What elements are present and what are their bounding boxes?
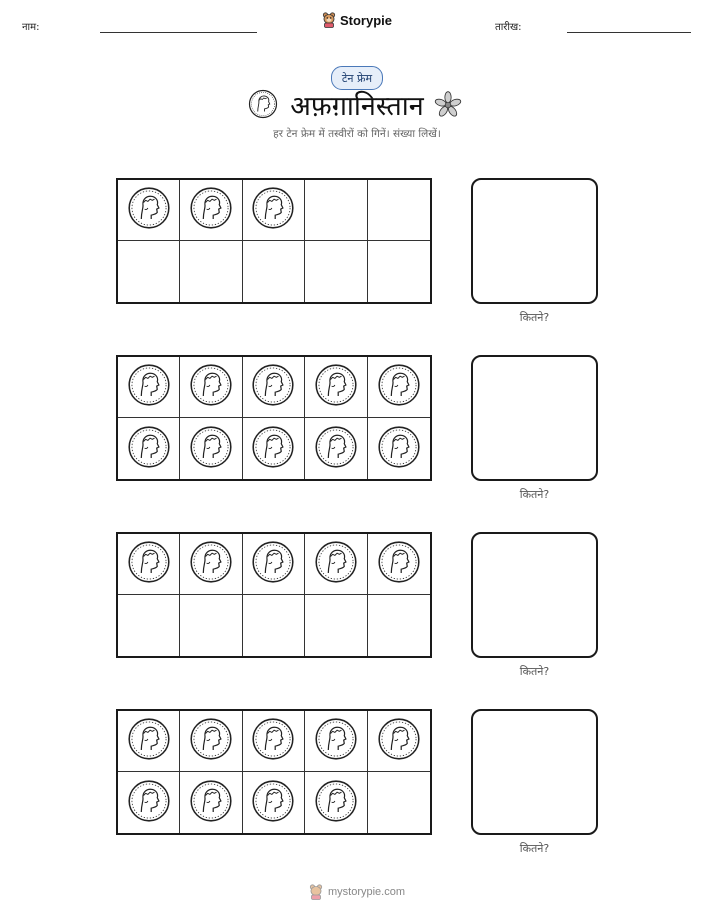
coin-icon [127, 186, 171, 234]
frame-cell [243, 418, 305, 479]
mascot-icon [322, 12, 336, 28]
frame-cell [305, 418, 367, 479]
coin-icon [127, 717, 171, 765]
coin-icon [314, 425, 358, 473]
coin-icon [189, 363, 233, 411]
frame-cell [118, 418, 180, 479]
frame-cell [243, 772, 305, 833]
frame-cell [305, 534, 367, 595]
instructions: हर टेन फ्रेम में तस्वीरों को गिनें। संख्या लिखें। [273, 128, 441, 140]
frame-cell [180, 772, 242, 833]
answer-label-4: कितने? [519, 842, 550, 855]
ten-frame-3 [116, 532, 432, 658]
coin-icon [251, 717, 295, 765]
coin-icon [314, 779, 358, 827]
brand [0, 12, 714, 28]
answer-box-2[interactable] [471, 355, 598, 481]
coin-icon [189, 540, 233, 588]
ten-frame-1 [116, 178, 432, 304]
coin-icon [314, 717, 358, 765]
coin-icon [377, 540, 421, 588]
coin-icon [377, 363, 421, 411]
answer-box-1[interactable] [471, 178, 598, 304]
frame-cell [243, 180, 305, 241]
frame-cell [180, 241, 242, 302]
coin-icon [189, 779, 233, 827]
answer-label-3: कितने? [519, 665, 550, 678]
date-label: तारीख: [495, 22, 522, 33]
frame-cell [368, 180, 430, 241]
coin-icon [127, 363, 171, 411]
answer-label-2: कितने? [519, 488, 550, 501]
frame-cell [305, 595, 367, 656]
ten-frame-badge: टेन फ्रेम [331, 66, 383, 90]
flower-icon [434, 91, 462, 123]
coin-icon [189, 717, 233, 765]
frame-cell [368, 241, 430, 302]
coin-icon [377, 717, 421, 765]
name-line [100, 32, 257, 33]
footer [0, 884, 714, 900]
frame-cell [180, 180, 242, 241]
frame-cell [368, 711, 430, 772]
frame-cell [305, 180, 367, 241]
mascot-icon [309, 884, 323, 900]
answer-box-4[interactable] [471, 709, 598, 835]
frame-cell [368, 357, 430, 418]
frame-cell [180, 357, 242, 418]
coin-icon [189, 186, 233, 234]
ten-frame-2 [116, 355, 432, 481]
frame-cell [243, 711, 305, 772]
coin-icon [127, 425, 171, 473]
coin-icon [251, 540, 295, 588]
coin-icon [314, 540, 358, 588]
frame-cell [180, 534, 242, 595]
footer-url[interactable]: mystorypie.com [327, 886, 406, 898]
frame-cell [368, 595, 430, 656]
frame-cell [118, 534, 180, 595]
frame-cell [180, 711, 242, 772]
frame-cell [118, 772, 180, 833]
coin-icon [127, 540, 171, 588]
frame-cell [368, 534, 430, 595]
coin-icon [189, 425, 233, 473]
frame-cell [118, 241, 180, 302]
frame-cell [118, 357, 180, 418]
frame-cell [368, 418, 430, 479]
coin-icon [314, 363, 358, 411]
frame-cell [243, 357, 305, 418]
frame-cell [368, 772, 430, 833]
coin-icon [127, 779, 171, 827]
answer-box-3[interactable] [471, 532, 598, 658]
frame-cell [180, 418, 242, 479]
frame-cell [243, 534, 305, 595]
date-line [567, 32, 691, 33]
coin-icon [251, 186, 295, 234]
coin-icon [251, 425, 295, 473]
frame-cell [305, 711, 367, 772]
frame-cell [180, 595, 242, 656]
frame-cell [118, 180, 180, 241]
frame-cell [305, 772, 367, 833]
frame-cell [243, 241, 305, 302]
coin-icon [377, 425, 421, 473]
coin-icon [251, 363, 295, 411]
frame-cell [118, 711, 180, 772]
coin-icon [251, 779, 295, 827]
brand-name: Storypie [339, 12, 392, 28]
frame-cell [243, 595, 305, 656]
page-title: अफ़ग़ानिस्तान [290, 91, 424, 122]
name-label: नाम: [22, 22, 40, 33]
frame-cell [305, 357, 367, 418]
ten-frame-4 [116, 709, 432, 835]
answer-label-1: कितने? [519, 311, 550, 324]
frame-cell [118, 595, 180, 656]
frame-cell [305, 241, 367, 302]
